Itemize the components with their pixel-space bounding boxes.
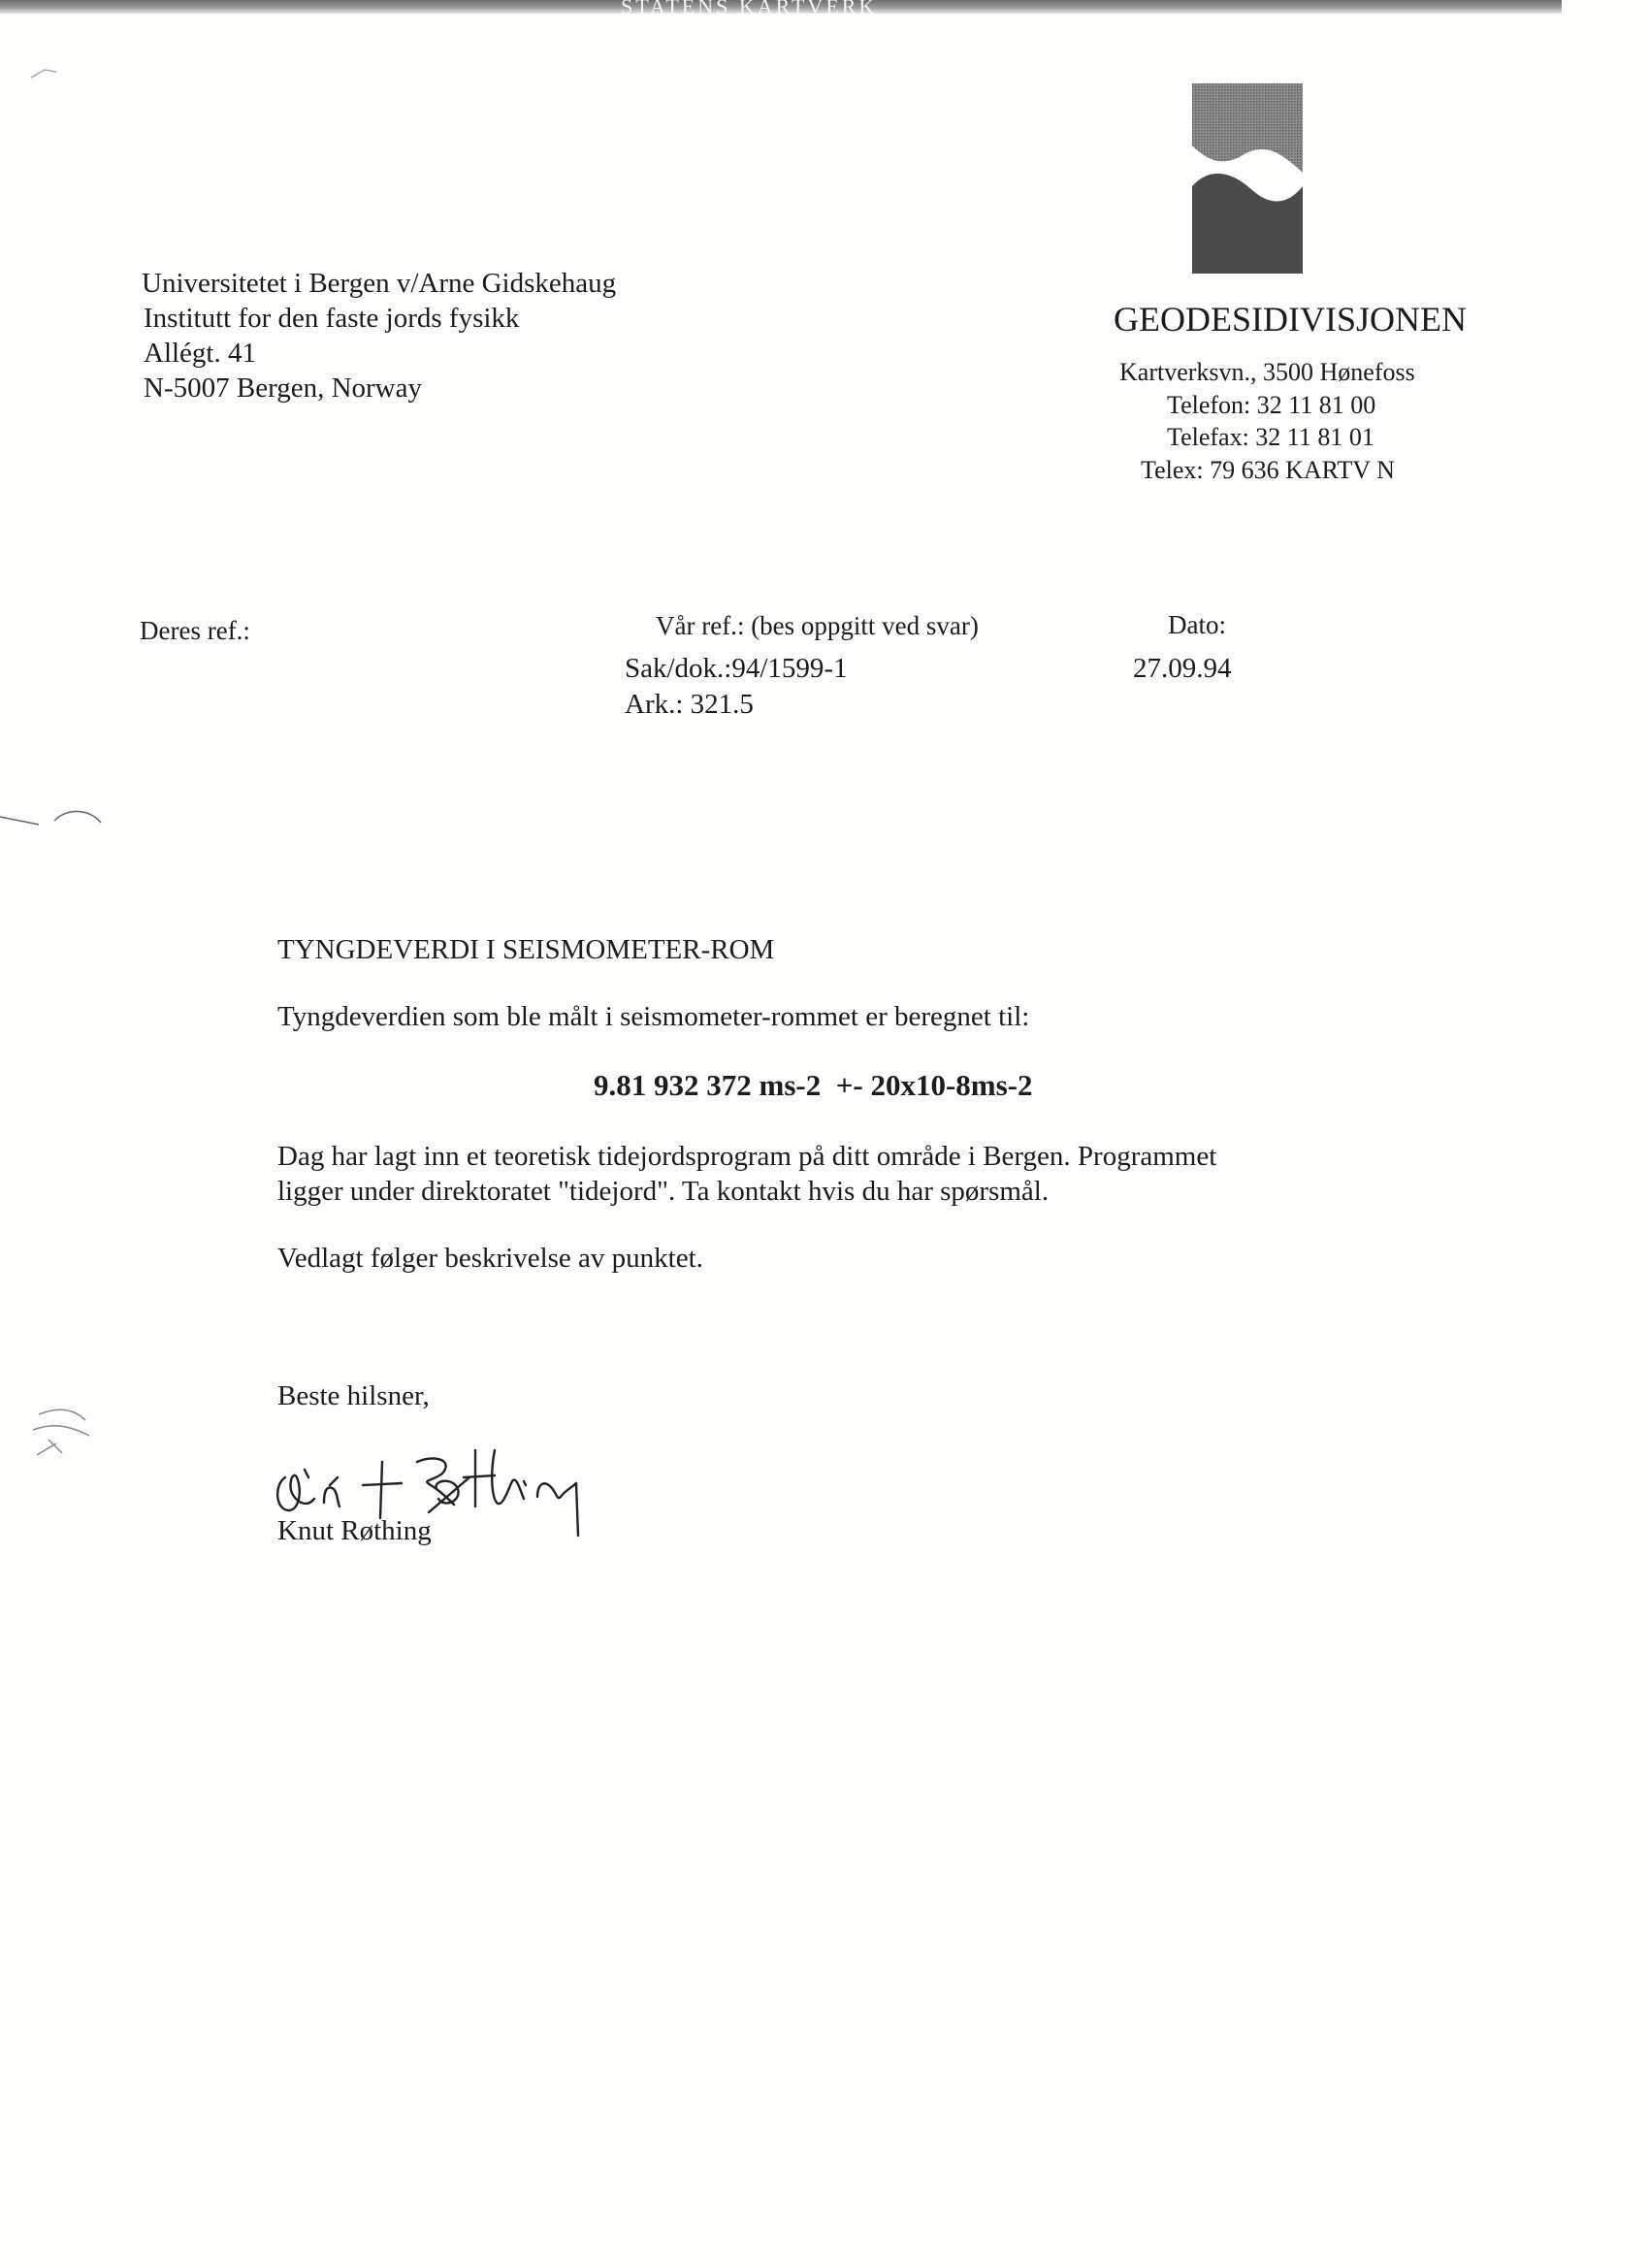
sak-dok-reference: Sak/dok.:94/1599-1 (625, 653, 848, 684)
signer-name: Knut Røthing (277, 1515, 432, 1546)
date-value: 27.09.94 (1133, 653, 1232, 684)
contact-line: Telefax: 32 11 81 01 (1167, 423, 1374, 451)
intro-text: Tyngdeverdien som ble målt i seismometer-rommet er beregnet til: (277, 1001, 1030, 1032)
paragraph-line: ligger under direktoratet "tidejord". Ta kontakt hvis du har spørsmål. (277, 1176, 1050, 1207)
attachment-note: Vedlagt følger beskrivelse av punktet. (277, 1243, 703, 1274)
contact-line: Kartverksvn., 3500 Hønefoss (1119, 358, 1415, 386)
division-name: GEODESIDIVISJONEN (1114, 300, 1467, 339)
letterhead-band-text: STATENS KARTVERK (621, 0, 878, 18)
contact-line: Telefon: 32 11 81 00 (1167, 391, 1376, 419)
date-label: Dato: (1168, 610, 1226, 639)
recipient-line: Universitetet i Bergen v/Arne Gidskehaug (142, 268, 617, 299)
gravity-value: 9.81 932 372 ms-2 +- 20x10-8ms-2 (594, 1068, 1033, 1102)
recipient-line: Allégt. 41 (144, 338, 256, 369)
letterhead-band (0, 0, 1562, 18)
contact-line: Telex: 79 636 KARTV N (1141, 456, 1395, 484)
deres-ref-label: Deres ref.: (140, 616, 250, 645)
scan-artifact (0, 795, 107, 854)
var-ref-label: Vår ref.: (bes oppgitt ved svar) (656, 611, 979, 640)
paragraph-line: Dag har lagt inn et teoretisk tidejordsprogram på ditt område i Bergen. Programmet (277, 1141, 1217, 1172)
scan-artifact (29, 1397, 116, 1484)
subject-line: TYNGDEVERDI I SEISMOMETER-ROM (277, 934, 775, 965)
scan-artifact (27, 58, 66, 87)
recipient-line: Institutt for den faste jords fysikk (144, 303, 520, 334)
closing-greeting: Beste hilsner, (277, 1380, 430, 1411)
ark-reference: Ark.: 321.5 (625, 689, 754, 720)
recipient-line: N-5007 Bergen, Norway (144, 373, 422, 404)
wave-logo-icon (1192, 83, 1303, 274)
